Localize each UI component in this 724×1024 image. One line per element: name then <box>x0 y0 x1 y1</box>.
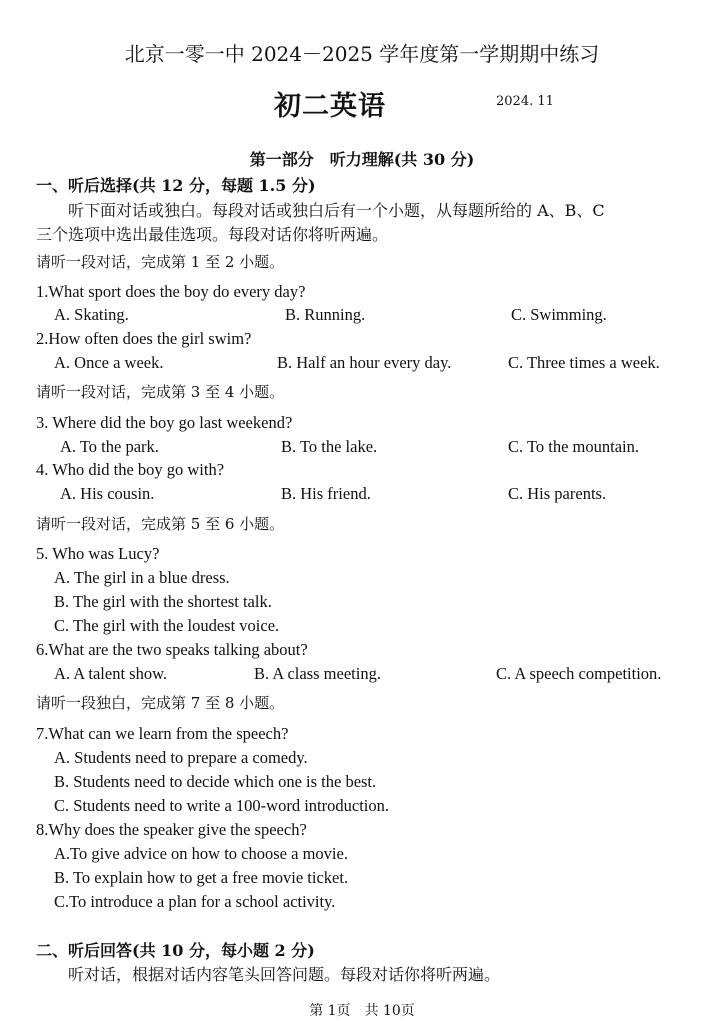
option-c[interactable]: C. A speech competition. <box>496 664 662 683</box>
question-text: 5. Who was Lucy? <box>36 544 160 563</box>
option-a[interactable]: A. The girl in a blue dress. <box>54 568 230 587</box>
option-b[interactable]: B. To the lake. <box>281 437 378 456</box>
section-heading: 二、听后回答(共 10 分，每小题 2 分) <box>36 941 315 960</box>
option-c[interactable]: C. Students need to write a 100-word introduction. <box>54 796 389 815</box>
option-c[interactable]: C. To the mountain. <box>508 437 639 456</box>
option-b[interactable]: B. His friend. <box>281 484 371 503</box>
question-text: 8.Why does the speaker give the speech? <box>36 820 307 839</box>
question-text: 7.What can we learn from the speech? <box>36 724 289 743</box>
question-text: 3. Where did the boy go last weekend? <box>36 413 293 432</box>
option-a[interactable]: A. To the park. <box>60 437 159 456</box>
option-a[interactable]: A. His cousin. <box>60 484 155 503</box>
listening-prompt: 请听一段独白，完成第 7 至 8 小题。 <box>36 694 285 712</box>
part-title: 第一部分 听力理解(共 30 分) <box>249 150 475 169</box>
option-b[interactable]: B. The girl with the shortest talk. <box>54 592 272 611</box>
page-footer: 第 1页 共 10页 <box>309 1003 415 1019</box>
listening-prompt: 请听一段对话，完成第 5 至 6 小题。 <box>36 515 285 533</box>
option-b[interactable]: B. Half an hour every day. <box>277 353 452 372</box>
option-a[interactable]: A. Skating. <box>54 305 129 324</box>
school-title: 北京一零一中 2024－2025 学年度第一学期期中练习 <box>124 42 600 66</box>
option-c[interactable]: C.To introduce a plan for a school activity. <box>54 892 336 911</box>
option-b[interactable]: B. Students need to decide which one is the best. <box>54 772 377 791</box>
option-c[interactable]: C. The girl with the loudest voice. <box>54 616 280 635</box>
listening-prompt: 请听一段对话，完成第 1 至 2 小题。 <box>36 253 285 271</box>
section-heading: 一、听后选择(共 12 分，每题 1.5 分) <box>36 176 316 195</box>
question-text: 4. Who did the boy go with? <box>36 460 225 479</box>
section-intro-line2: 三个选项中选出最佳选项。每段对话你将听两遍。 <box>36 225 389 244</box>
exam-date: 2024. 11 <box>496 94 554 109</box>
option-c[interactable]: C. Swimming. <box>511 305 607 324</box>
question-text: 1.What sport does the boy do every day? <box>36 282 306 301</box>
question-text: 6.What are the two speaks talking about? <box>36 640 308 659</box>
section-intro-line1: 听下面对话或独白。每段对话或独白后有一个小题，从每题所给的 A、B、C <box>68 201 605 220</box>
question-text: 2.How often does the girl swim? <box>36 329 252 348</box>
option-a[interactable]: A. A talent show. <box>54 664 168 683</box>
option-a[interactable]: A. Students need to prepare a comedy. <box>54 748 308 767</box>
option-a[interactable]: A.To give advice on how to choose a movie. <box>54 844 348 863</box>
option-c[interactable]: C. Three times a week. <box>508 353 660 372</box>
option-a[interactable]: A. Once a week. <box>54 353 164 372</box>
listening-prompt: 请听一段对话，完成第 3 至 4 小题。 <box>36 383 285 401</box>
subject-title: 初二英语 <box>274 91 386 122</box>
option-b[interactable]: B. To explain how to get a free movie ticket. <box>54 868 349 887</box>
option-c[interactable]: C. His parents. <box>508 484 607 503</box>
option-b[interactable]: B. A class meeting. <box>254 664 381 683</box>
section-intro: 听对话，根据对话内容笔头回答问题。每段对话你将听两遍。 <box>68 965 501 984</box>
option-b[interactable]: B. Running. <box>285 305 366 324</box>
